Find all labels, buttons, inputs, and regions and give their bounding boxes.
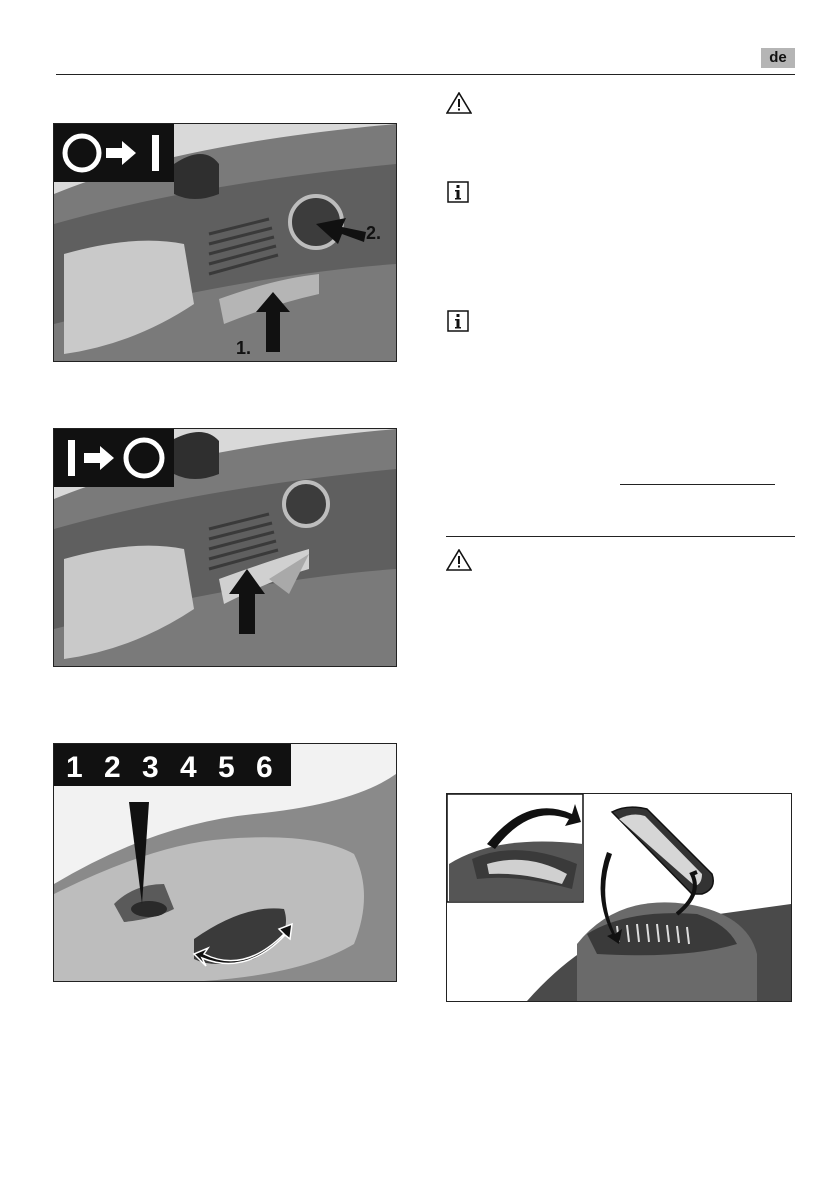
figure-filter-cover	[446, 793, 792, 1002]
step-1-label: 1.	[236, 338, 252, 358]
speed-level-2: 2	[104, 751, 121, 784]
info-icon	[447, 310, 469, 332]
step-2-label: 2.	[366, 223, 382, 243]
figure-switch-on	[53, 123, 397, 362]
speed-level-3: 3	[142, 751, 159, 784]
language-badge: de	[761, 48, 795, 68]
section-divider	[446, 536, 795, 537]
warning-triangle-icon	[446, 549, 472, 571]
speed-level-5: 5	[218, 751, 235, 784]
info-icon	[447, 181, 469, 203]
speed-level-6: 6	[256, 751, 273, 784]
on-symbol-icon	[68, 440, 75, 476]
figure-speed-wheel	[53, 743, 397, 982]
speed-level-1: 1	[66, 751, 83, 784]
warning-triangle-icon	[446, 92, 472, 114]
header-rule	[56, 74, 795, 75]
underline-rule	[620, 484, 775, 485]
figure-switch-off	[53, 428, 397, 667]
on-symbol-icon	[152, 135, 159, 171]
speed-level-4: 4	[180, 751, 197, 784]
